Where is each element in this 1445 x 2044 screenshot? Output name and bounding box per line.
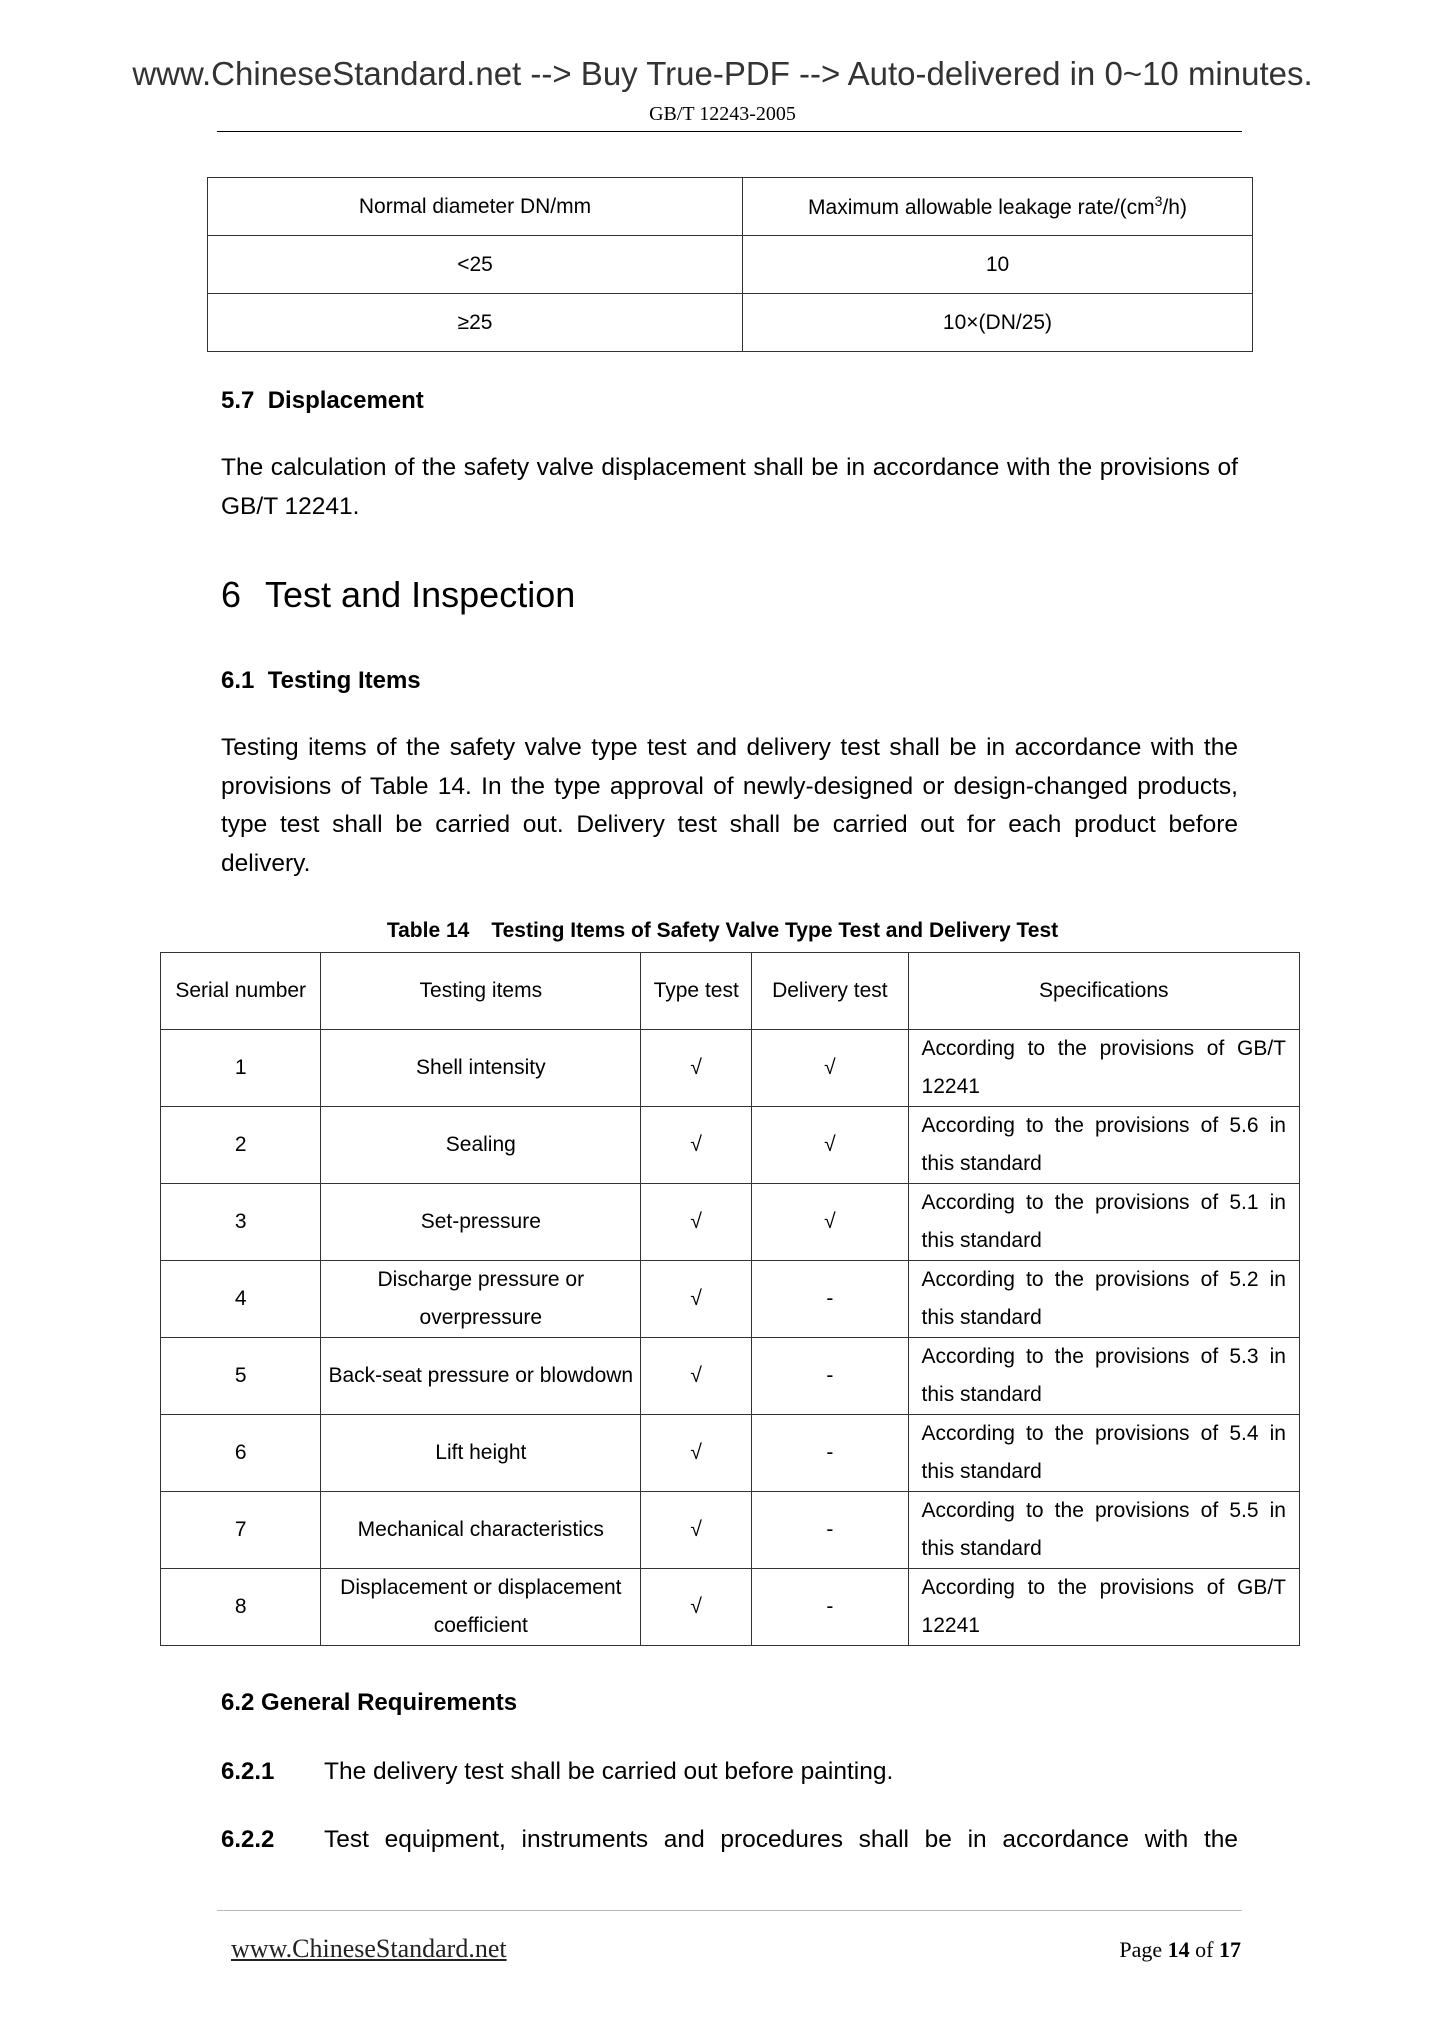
section-heading-5-7: 5.7 Displacement	[221, 387, 424, 414]
header-rule	[217, 131, 1242, 132]
page-indicator: Page 14 of 17	[1119, 1937, 1241, 1962]
table-row	[161, 1569, 1300, 1646]
delivery-test-cell: -	[752, 1492, 908, 1569]
spec-cell: According to the provisions of 5.6 in this standard	[908, 1107, 1299, 1184]
header-banner: www.ChineseStandard.net --> Buy True-PDF --> Auto-delivered in 0~10 minutes.	[132, 55, 1313, 92]
type-test-cell: √	[641, 1261, 752, 1338]
standard-number: GB/T 12243-2005	[649, 103, 796, 125]
serial-cell: 3	[161, 1184, 321, 1261]
section-heading-6-1: 6.1 Testing Items	[221, 667, 421, 694]
table-row	[161, 1261, 1300, 1338]
delivery-test-cell: -	[752, 1415, 908, 1492]
table-cell: 10	[743, 236, 1253, 294]
table-cell: ≥25	[208, 294, 743, 352]
delivery-test-cell: √	[752, 1107, 908, 1184]
footer-rule	[217, 1910, 1242, 1911]
table-row	[208, 294, 1253, 352]
item-cell: Displacement or displacement coefficient	[321, 1569, 641, 1646]
serial-cell: 7	[161, 1492, 321, 1569]
clause-number-6-2-1: 6.2.1	[221, 1758, 275, 1785]
spec-cell: According to the provisions of 5.2 in this standard	[908, 1261, 1299, 1338]
item-cell: Shell intensity	[321, 1030, 641, 1107]
delivery-test-cell: √	[752, 1184, 908, 1261]
column-header-type-test: Type test	[641, 953, 752, 1030]
item-cell: Mechanical characteristics	[321, 1492, 641, 1569]
column-header-specifications: Specifications	[908, 953, 1299, 1030]
table-row	[161, 1415, 1300, 1492]
type-test-cell: √	[641, 1569, 752, 1646]
column-header-items: Testing items	[321, 953, 641, 1030]
type-test-cell: √	[641, 1415, 752, 1492]
type-test-cell: √	[641, 1184, 752, 1261]
delivery-test-cell: -	[752, 1569, 908, 1646]
column-header-delivery-test: Delivery test	[752, 953, 908, 1030]
clause-text-6-2-1: The delivery test shall be carried out before painting.	[324, 1758, 894, 1785]
spec-cell: According to the provisions of 5.5 in this standard	[908, 1492, 1299, 1569]
section-heading-6-2: 6.2 General Requirements	[221, 1689, 518, 1716]
clause-text-6-2-2: Test equipment, instruments and procedures shall be in accordance with the	[324, 1826, 1238, 1853]
spec-cell: According to the provisions of 5.4 in this standard	[908, 1415, 1299, 1492]
delivery-test-cell: √	[752, 1030, 908, 1107]
table-header-row	[208, 178, 1253, 236]
serial-cell: 2	[161, 1107, 321, 1184]
delivery-test-cell: -	[752, 1338, 908, 1415]
table-row	[161, 1338, 1300, 1415]
table-row	[161, 1492, 1300, 1569]
column-header: Normal diameter DN/mm	[208, 178, 743, 236]
spec-cell: According to the provisions of 5.3 in this standard	[908, 1338, 1299, 1415]
spec-cell: According to the provisions of 5.1 in this standard	[908, 1184, 1299, 1261]
item-cell: Lift height	[321, 1415, 641, 1492]
type-test-cell: √	[641, 1030, 752, 1107]
serial-cell: 5	[161, 1338, 321, 1415]
item-cell: Sealing	[321, 1107, 641, 1184]
type-test-cell: √	[641, 1338, 752, 1415]
chapter-heading: 6 Test and Inspection	[221, 574, 576, 615]
delivery-test-cell: -	[752, 1261, 908, 1338]
section-6-1-text: Testing items of the safety valve type test and delivery test shall be in accordance with the provisions of Table 14. In the type approval of newly-designed or design-changed products, type test shall be carried out. Delivery test shall be carried out for each product before delivery.	[221, 734, 1238, 877]
item-cell: Back-seat pressure or blowdown	[321, 1338, 641, 1415]
column-header-serial: Serial number	[161, 953, 321, 1030]
section-5-7-text: The calculation of the safety valve displacement shall be in accordance with the provisions of GB/T 12241.	[221, 454, 1238, 520]
spec-cell: According to the provisions of GB/T 12241	[908, 1030, 1299, 1107]
clause-number-6-2-2: 6.2.2	[221, 1826, 275, 1853]
table-cell: 10×(DN/25)	[743, 294, 1253, 352]
table-row	[161, 1030, 1300, 1107]
testing-items-table	[160, 952, 1300, 1646]
spec-cell: According to the provisions of GB/T 12241	[908, 1569, 1299, 1646]
table-header-row	[161, 953, 1300, 1030]
item-cell: Set-pressure	[321, 1184, 641, 1261]
footer-website-link[interactable]: www.ChineseStandard.net	[231, 1934, 507, 1963]
serial-cell: 1	[161, 1030, 321, 1107]
table-caption: Table 14 Testing Items of Safety Valve Type Test and Delivery Test	[386, 919, 1059, 942]
table-row	[161, 1184, 1300, 1261]
table-row	[208, 236, 1253, 294]
serial-cell: 6	[161, 1415, 321, 1492]
type-test-cell: √	[641, 1107, 752, 1184]
serial-cell: 8	[161, 1569, 321, 1646]
table-row	[161, 1107, 1300, 1184]
leakage-rate-table	[207, 177, 1253, 352]
item-cell: Discharge pressure or overpressure	[321, 1261, 641, 1338]
column-header: Maximum allowable leakage rate/$(cm^3/h)$	[743, 178, 1253, 236]
table-cell: <25	[208, 236, 743, 294]
type-test-cell: √	[641, 1492, 752, 1569]
serial-cell: 4	[161, 1261, 321, 1338]
